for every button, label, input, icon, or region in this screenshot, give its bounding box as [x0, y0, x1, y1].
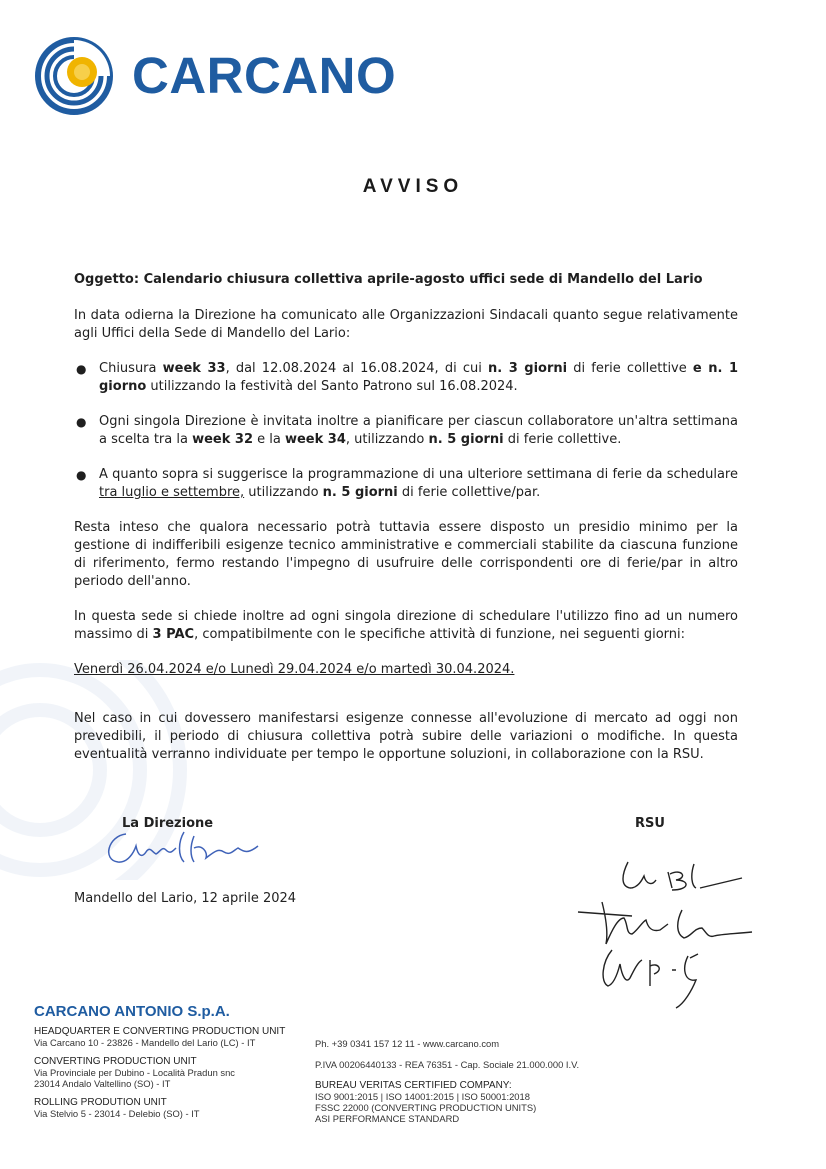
company-logo — [34, 36, 397, 116]
text-run: , utilizzando — [345, 432, 429, 447]
text-run: di ferie collettive. — [503, 432, 622, 447]
document-body — [74, 271, 738, 781]
footer-company-info — [315, 1038, 635, 1124]
footer-heading: CONVERTING PRODUCTION UNIT — [34, 1056, 197, 1067]
closing-paragraph: Nel caso in cui dovessero manifestarsi esigenze connesse all'evoluzione di mercato ad oggi non prevedibili, il periodo di chiusura collettiva potrà subire delle variazioni o modifiche. In questa eventualità verranno individuate per tempo le opportune soluzioni, in collaborazione con la RSU. — [74, 711, 738, 762]
text-run: di ferie collettive/par. — [397, 485, 541, 500]
text-run: A quanto sopra si suggerisce la programmazione di una ulteriore settimana di ferie da schedulare — [99, 467, 738, 482]
footer-addresses — [34, 1026, 304, 1119]
list-item — [74, 360, 738, 396]
footer-line: Via Carcano 10 - 23826 - Mandello del Lario (LC) - IT — [34, 1037, 256, 1048]
presidio-paragraph: Resta inteso che qualora necessario potrà tuttavia essere disposto un presidio minimo per la gestione di indifferibili esigenze tecnico amministrative e commerciali stabilite da ciascuna funzione di riferimento, fermo restando l'impegno di usufruire delle corrispondenti ore di ferie/par in altro periodo dell'anno. — [74, 520, 738, 589]
text-run: In questa sede si chiede inoltre ad ogni singola direzione di schedulare l'utilizzo fino ad un numero massimo di — [74, 609, 738, 642]
bold-run: n. 5 giorni — [322, 485, 398, 500]
logo-mark-icon — [34, 36, 116, 116]
bullet-icon: ● — [76, 362, 87, 376]
bold-run: 3 PAC — [152, 627, 195, 642]
footer-company-name: CARCANO ANTONIO S.p.A. — [34, 1003, 230, 1020]
bold-run: n. 5 giorni — [428, 432, 504, 447]
text-run: utilizzando la festività del Santo Patrono sul 16.08.2024. — [146, 379, 518, 394]
list-item — [74, 466, 738, 502]
footer-line: 23014 Andalo Valtellino (SO) - IT — [34, 1078, 171, 1089]
rsu-label: RSU — [635, 816, 665, 831]
pac-paragraph — [74, 608, 738, 644]
bold-run: n. 3 giorni — [487, 361, 568, 376]
footer-cert-heading: BUREAU VERITAS CERTIFIED COMPANY: — [315, 1080, 512, 1091]
pac-dates-line: Venerdì 26.04.2024 e/o Lunedì 29.04.2024 e/o martedì 30.04.2024. — [74, 662, 515, 677]
footer-cert-line: ASI PERFORMANCE STANDARD — [315, 1113, 460, 1124]
document-title: AVVISO — [362, 176, 464, 197]
text-run: e la — [252, 432, 285, 447]
bold-run: week 33 — [162, 361, 226, 376]
place-date: Mandello del Lario, 12 aprile 2024 — [74, 891, 297, 906]
footer-phone: Ph. +39 0341 157 12 11 - www.carcano.com — [315, 1038, 500, 1049]
bullet-icon: ● — [76, 415, 87, 429]
bold-run: week 32 — [192, 432, 253, 447]
text-run: , compatibilmente con le specifiche attività di funzione, nei seguenti giorni: — [194, 627, 686, 642]
text-run: di ferie collettive — [567, 361, 693, 376]
intro-paragraph: In data odierna la Direzione ha comunicato alle Organizzazioni Sindacali quanto segue relativamente agli Uffici della Sede di Mandello del Lario: — [74, 308, 738, 341]
bold-run: week 34 — [284, 432, 346, 447]
measures-list — [74, 360, 738, 502]
footer-vat: P.IVA 00206440133 - REA 76351 - Cap. Sociale 21.000.000 I.V. — [315, 1059, 580, 1070]
rsu-signatures — [572, 858, 762, 1018]
text-run: Chiusura — [99, 361, 163, 376]
bullet-icon: ● — [76, 468, 87, 482]
direzione-label: La Direzione — [122, 816, 214, 831]
text-run: utilizzando — [244, 485, 323, 500]
footer-heading: ROLLING PRODUTION UNIT — [34, 1097, 167, 1108]
bold-run: e n. 1 giorno — [99, 361, 739, 394]
footer-line: Via Stelvio 5 - 23014 - Delebio (SO) - IT — [34, 1108, 200, 1119]
text-run: Ogni singola Direzione è invitata inoltre a pianificare per ciascun collaboratore un'altra settimana a scelta tra la — [99, 414, 738, 447]
logo-wordmark: CARCANO — [132, 47, 397, 104]
footer-heading: HEADQUARTER E CONVERTING PRODUCTION UNIT — [34, 1026, 286, 1037]
underlined-run: tra luglio e settembre, — [99, 485, 245, 500]
footer-cert-line: FSSC 22000 (CONVERTING PRODUCTION UNITS) — [315, 1102, 537, 1113]
footer-line: Via Provinciale per Dubino - Località Pradun snc — [34, 1067, 235, 1078]
list-item — [74, 413, 738, 449]
subject-line: Oggetto: Calendario chiusura collettiva aprile-agosto uffici sede di Mandello del Lario — [74, 272, 703, 287]
text-run: , dal 12.08.2024 al 16.08.2024, di cui — [225, 361, 488, 376]
direzione-signature — [98, 822, 268, 870]
footer-cert-line: ISO 9001:2015 | ISO 14001:2015 | ISO 50001:2018 — [315, 1091, 530, 1102]
